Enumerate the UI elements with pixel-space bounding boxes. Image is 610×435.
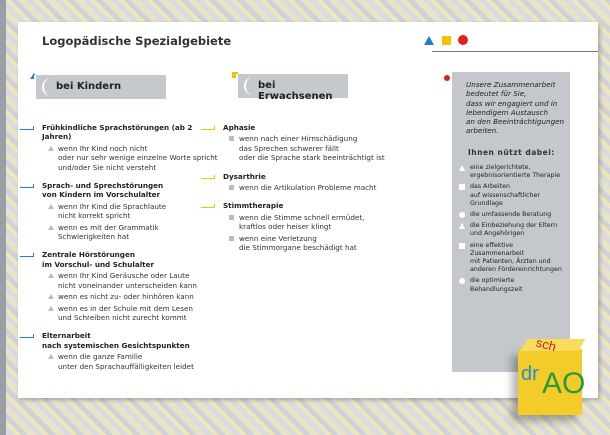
benefits-list xyxy=(456,164,568,297)
benefit-item xyxy=(456,183,568,208)
category-heading xyxy=(42,250,222,269)
category-title: Aphasie xyxy=(223,123,256,132)
list-item: wenn Ihr Kind die Sprachlaute nicht korrekt spricht xyxy=(42,202,222,221)
benefit-text: eine zielgerichtete, ergebnisorientierte Therapie xyxy=(470,164,561,180)
category-heading xyxy=(223,123,403,132)
list-item: wenn es mit der Grammatik Schwierigkeiten hat xyxy=(42,223,222,242)
list-item: wenn es nicht zu- oder hinhören kann xyxy=(42,292,222,301)
triangle-icon xyxy=(424,36,434,45)
list-item: wenn Ihr Kind Geräusche oder Laute nicht voneinander unterscheiden kann xyxy=(42,271,222,290)
logo-text-top: sch xyxy=(534,334,558,355)
benefit-text: das Arbeiten auf wissenschaftlicher Grundlage xyxy=(470,183,540,207)
benefit-item xyxy=(456,164,568,180)
benefit-text: die Einbeziehung der Eltern und Angehörigen xyxy=(470,222,558,238)
list-item: wenn Ihr Kind noch nicht oder nur sehr wenige einzelne Worte spricht und/oder Sie nicht versteht xyxy=(42,144,222,172)
list-item: wenn es in der Schule mit dem Lesen und Schreiben nicht zurecht kommt xyxy=(42,304,222,323)
logo-text-left: dr xyxy=(521,363,539,385)
bracket-icon xyxy=(201,204,215,208)
brochure-page xyxy=(18,22,598,398)
logo-text-front: AO xyxy=(542,367,586,400)
category-heading xyxy=(223,201,403,210)
benefit-text: die optimierte Behandlungszeit xyxy=(470,277,523,293)
category-heading xyxy=(42,181,222,200)
category-title: Frühkindliche Sprachstörungen (ab 2 Jahren) xyxy=(42,123,193,142)
page-title: Logopädische Spezialgebiete xyxy=(42,34,232,48)
benefit-text: die umfassende Beratung xyxy=(470,211,552,219)
category-heading xyxy=(42,123,222,142)
square-icon xyxy=(459,184,465,190)
circle-icon xyxy=(458,35,468,45)
circle-icon xyxy=(459,278,465,284)
category-title: Sprach- und Sprechstörungen von Kindern im Vorschulalter xyxy=(42,181,164,200)
benefit-item xyxy=(456,242,568,275)
kinder-list xyxy=(42,114,222,371)
bracket-icon xyxy=(20,334,34,338)
benefit-item xyxy=(456,211,568,219)
category-heading xyxy=(42,331,222,350)
list-item: wenn die Artikulation Probleme macht xyxy=(223,183,403,192)
benefit-item xyxy=(456,222,568,238)
panel-quote: Unsere Zusammenarbeit bedeutet für Sie, dass wir engagiert und in lebendigem Austausch an den Beeinträchtigungen arbeiten. xyxy=(466,80,565,136)
bracket-icon xyxy=(20,184,34,188)
category-title: Dysarthrie xyxy=(223,171,266,181)
circle-icon xyxy=(459,212,465,218)
bracket-icon xyxy=(20,253,34,257)
erwachsene-list xyxy=(223,114,403,252)
header-divider xyxy=(432,51,598,52)
window-frame xyxy=(0,0,6,435)
benefit-text: eine effektive Zusammenarbeit mit Patienten, Ärzten und anderen Fördereinrichtungen xyxy=(470,241,562,274)
panel-subtitle: Ihnen nützt dabei: xyxy=(468,148,555,157)
category-title: Stimmtherapie xyxy=(223,201,284,211)
category-title: Zentrale Hörstörungen im Vorschul- und Schulalter xyxy=(42,250,155,269)
triangle-icon xyxy=(459,223,465,229)
logo-cube xyxy=(518,334,586,415)
list-item: wenn die Stimme schnell ermüdet, kraftlos oder heiser klingt xyxy=(223,213,403,232)
square-icon xyxy=(459,243,465,249)
bracket-icon xyxy=(20,126,34,130)
list-item: wenn eine Verletzung die Stimmorgane beschädigt hat xyxy=(223,234,403,253)
list-item: wenn die ganze Familie unter den Sprachauffälligkeiten leidet xyxy=(42,352,222,371)
category-heading xyxy=(223,172,403,181)
bracket-icon xyxy=(201,175,215,179)
square-icon xyxy=(442,36,451,45)
triangle-icon xyxy=(459,165,465,171)
section-header-kinder: bei Kindern xyxy=(34,75,166,99)
list-item: wenn nach einer Hirnschädigung das Sprechen schwerer fällt oder die Sprache stark beeinträchtigt ist xyxy=(223,134,403,162)
benefits-panel xyxy=(452,72,570,372)
circle-icon xyxy=(444,75,450,81)
section-header-erwachsene: bei Erwachsenen xyxy=(236,74,348,98)
category-title: Elternarbeit nach systemischen Gesichtspunkten xyxy=(42,331,190,350)
bracket-icon xyxy=(201,126,215,130)
benefit-item xyxy=(456,277,568,293)
